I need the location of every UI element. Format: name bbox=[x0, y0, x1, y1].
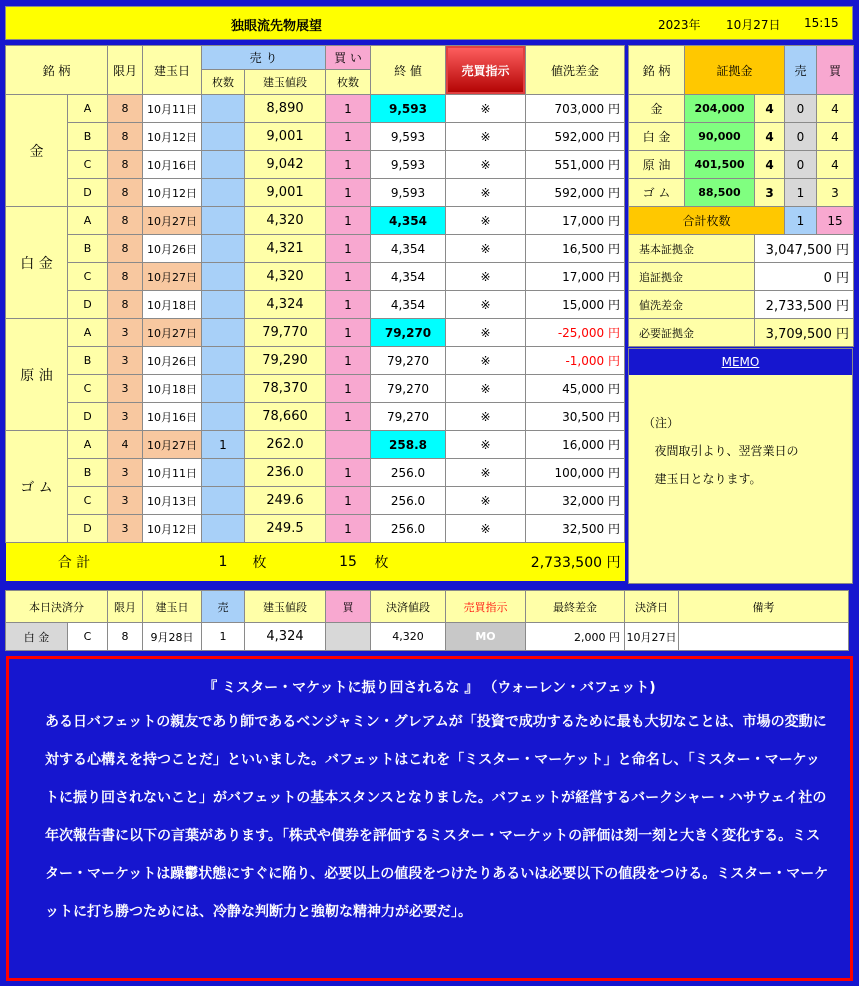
summary-value: 3,709,500 円 bbox=[755, 319, 854, 347]
row-diff bbox=[526, 151, 625, 179]
row-month: 8 bbox=[108, 95, 143, 123]
row-diff bbox=[526, 403, 625, 431]
col-header-month: 限月 bbox=[108, 46, 143, 95]
row-close: 9,593 bbox=[371, 179, 446, 207]
col-header-diff: 値洗差金 bbox=[526, 46, 625, 95]
settle-header-note: 備考 bbox=[679, 591, 849, 623]
row-buy-qty: 1 bbox=[326, 291, 371, 319]
row-diff-value: 45,000 bbox=[562, 382, 605, 396]
row-sell-qty bbox=[202, 151, 245, 179]
row-open-price: 4,320 bbox=[245, 207, 326, 235]
row-diff-unit: 円 bbox=[607, 438, 620, 452]
row-close: 9,593 bbox=[371, 151, 446, 179]
row-sell-qty bbox=[202, 179, 245, 207]
row-open-price: 9,001 bbox=[245, 123, 326, 151]
row-month: 8 bbox=[108, 263, 143, 291]
col-header-close: 終 値 bbox=[371, 46, 446, 95]
row-close: 79,270 bbox=[371, 375, 446, 403]
row-diff bbox=[526, 235, 625, 263]
settle-header-label: 本日決済分 bbox=[6, 591, 108, 623]
row-open-price: 9,042 bbox=[245, 151, 326, 179]
row-diff-value: 30,500 bbox=[562, 410, 605, 424]
settlement-table bbox=[5, 590, 849, 651]
quote-panel bbox=[6, 656, 853, 981]
summary-label: 必要証拠金 bbox=[629, 319, 755, 347]
row-open-date: 10月27日 bbox=[143, 431, 202, 459]
position-row bbox=[6, 487, 625, 515]
row-diff bbox=[526, 95, 625, 123]
position-row bbox=[6, 235, 625, 263]
row-sell-qty bbox=[202, 375, 245, 403]
row-buy-qty: 1 bbox=[326, 319, 371, 347]
settle-final: 2,000 円 bbox=[526, 623, 625, 651]
row-open-price: 236.0 bbox=[245, 459, 326, 487]
row-id: B bbox=[68, 459, 108, 487]
row-month: 3 bbox=[108, 487, 143, 515]
margin-name: 金 bbox=[629, 95, 685, 123]
row-diff bbox=[526, 263, 625, 291]
row-sell-qty bbox=[202, 403, 245, 431]
row-close: 256.0 bbox=[371, 487, 446, 515]
row-diff bbox=[526, 291, 625, 319]
row-sell-qty bbox=[202, 95, 245, 123]
margin-value: 401,500 bbox=[685, 151, 755, 179]
row-close: 4,354 bbox=[371, 207, 446, 235]
margin-header-issue: 銘 柄 bbox=[629, 46, 685, 95]
row-month: 3 bbox=[108, 375, 143, 403]
row-id: D bbox=[68, 291, 108, 319]
header-date: 10月27日 bbox=[726, 18, 781, 32]
row-sell-qty bbox=[202, 487, 245, 515]
row-id: C bbox=[68, 263, 108, 291]
row-open-date: 10月26日 bbox=[143, 347, 202, 375]
row-open-date: 10月11日 bbox=[143, 95, 202, 123]
margin-sell: 0 bbox=[785, 151, 817, 179]
settle-header-sell: 売 bbox=[202, 591, 245, 623]
row-id: D bbox=[68, 179, 108, 207]
row-id: B bbox=[68, 123, 108, 151]
margin-header-margin: 証拠金 bbox=[685, 46, 785, 95]
settle-name: 白 金 bbox=[6, 623, 68, 651]
row-month: 8 bbox=[108, 291, 143, 319]
margin-count: 4 bbox=[755, 123, 785, 151]
row-diff-unit: 円 bbox=[607, 354, 620, 368]
summary-value: 2,733,500 円 bbox=[755, 291, 854, 319]
row-close: 4,354 bbox=[371, 263, 446, 291]
settle-header-final: 最終差金 bbox=[526, 591, 625, 623]
row-diff-value: 592,000 bbox=[554, 130, 605, 144]
col-header-sell: 売 り bbox=[202, 46, 326, 70]
margin-total-sell: 1 bbox=[785, 207, 817, 235]
position-row bbox=[6, 515, 625, 543]
row-month: 8 bbox=[108, 179, 143, 207]
group-label: 白 金 bbox=[6, 207, 68, 319]
row-buy-qty: 1 bbox=[326, 375, 371, 403]
position-row bbox=[6, 375, 625, 403]
page-title: 独眼流先物展望 bbox=[231, 19, 323, 34]
summary-value: 0 円 bbox=[755, 263, 854, 291]
row-diff-unit: 円 bbox=[607, 102, 620, 116]
row-signal: ※ bbox=[446, 235, 526, 263]
signal-header-button[interactable]: 売買指示 bbox=[446, 46, 526, 95]
row-diff bbox=[526, 459, 625, 487]
row-id: D bbox=[68, 515, 108, 543]
header-time: 15:15 bbox=[804, 16, 839, 30]
row-buy-qty: 1 bbox=[326, 95, 371, 123]
row-open-price: 4,321 bbox=[245, 235, 326, 263]
row-signal: ※ bbox=[446, 403, 526, 431]
row-id: A bbox=[68, 95, 108, 123]
total-diff: 2,733,500 円 bbox=[526, 543, 625, 581]
row-close: 9,593 bbox=[371, 95, 446, 123]
memo-link[interactable]: MEMO bbox=[721, 355, 760, 369]
summary-label: 基本証拠金 bbox=[629, 235, 755, 263]
row-open-date: 10月13日 bbox=[143, 487, 202, 515]
row-open-price: 78,660 bbox=[245, 403, 326, 431]
margin-buy: 4 bbox=[817, 151, 854, 179]
row-month: 4 bbox=[108, 431, 143, 459]
margin-row bbox=[629, 151, 854, 179]
margin-total-buy: 15 bbox=[817, 207, 854, 235]
position-row bbox=[6, 179, 625, 207]
settle-sell: 1 bbox=[202, 623, 245, 651]
row-diff-unit: 円 bbox=[607, 466, 620, 480]
row-sell-qty bbox=[202, 263, 245, 291]
row-sell-qty bbox=[202, 207, 245, 235]
margin-header-buy: 買 bbox=[817, 46, 854, 95]
settle-header-settle-price: 決済値段 bbox=[371, 591, 446, 623]
row-open-date: 10月18日 bbox=[143, 291, 202, 319]
row-id: A bbox=[68, 431, 108, 459]
margin-row bbox=[629, 179, 854, 207]
row-month: 3 bbox=[108, 347, 143, 375]
row-open-price: 79,770 bbox=[245, 319, 326, 347]
row-open-date: 10月12日 bbox=[143, 515, 202, 543]
col-header-issue: 銘 柄 bbox=[6, 46, 108, 95]
row-open-price: 8,890 bbox=[245, 95, 326, 123]
row-open-price: 78,370 bbox=[245, 375, 326, 403]
row-id: D bbox=[68, 403, 108, 431]
row-signal: ※ bbox=[446, 151, 526, 179]
row-diff-unit: 円 bbox=[607, 410, 620, 424]
row-diff-value: -1,000 bbox=[565, 354, 605, 368]
row-open-date: 10月27日 bbox=[143, 207, 202, 235]
quote-title: 『 ミスター・マケットに振り回されるな 』 （ウォーレン・バフェット) bbox=[203, 680, 656, 696]
row-signal: ※ bbox=[446, 123, 526, 151]
row-diff-unit: 円 bbox=[607, 298, 620, 312]
total-sell-unit: 枚 bbox=[245, 543, 326, 581]
row-diff-value: 592,000 bbox=[554, 186, 605, 200]
margin-buy: 4 bbox=[817, 95, 854, 123]
row-close: 258.8 bbox=[371, 431, 446, 459]
row-signal: ※ bbox=[446, 263, 526, 291]
row-signal: ※ bbox=[446, 347, 526, 375]
row-diff-value: 100,000 bbox=[554, 466, 605, 480]
row-diff-value: 32,000 bbox=[562, 494, 605, 508]
margin-buy: 3 bbox=[817, 179, 854, 207]
row-open-date: 10月27日 bbox=[143, 263, 202, 291]
row-diff bbox=[526, 487, 625, 515]
position-row bbox=[6, 319, 625, 347]
row-buy-qty: 1 bbox=[326, 515, 371, 543]
position-row bbox=[6, 403, 625, 431]
margin-value: 204,000 bbox=[685, 95, 755, 123]
col-header-buy-qty: 枚数 bbox=[326, 70, 371, 95]
settle-open-date: 9月28日 bbox=[143, 623, 202, 651]
settle-settle-price: 4,320 bbox=[371, 623, 446, 651]
margin-value: 90,000 bbox=[685, 123, 755, 151]
row-buy-qty: 1 bbox=[326, 151, 371, 179]
row-month: 3 bbox=[108, 319, 143, 347]
row-close: 79,270 bbox=[371, 403, 446, 431]
row-diff-value: 16,500 bbox=[562, 242, 605, 256]
row-signal: ※ bbox=[446, 375, 526, 403]
position-row bbox=[6, 207, 625, 235]
row-diff bbox=[526, 207, 625, 235]
row-close: 256.0 bbox=[371, 515, 446, 543]
group-label: ゴ ム bbox=[6, 431, 68, 543]
row-id: B bbox=[68, 347, 108, 375]
row-diff-unit: 円 bbox=[607, 242, 620, 256]
memo-text: （注） 夜間取引より、翌営業日の 建玉日となります。 bbox=[643, 416, 799, 486]
position-row bbox=[6, 347, 625, 375]
row-month: 8 bbox=[108, 151, 143, 179]
row-diff-unit: 円 bbox=[607, 158, 620, 172]
settle-header-buy: 買 bbox=[326, 591, 371, 623]
row-diff-value: 32,500 bbox=[562, 522, 605, 536]
margin-count: 3 bbox=[755, 179, 785, 207]
row-diff-value: 703,000 bbox=[554, 102, 605, 116]
row-month: 3 bbox=[108, 515, 143, 543]
col-header-buy: 買 い bbox=[326, 46, 371, 70]
row-diff-value: 17,000 bbox=[562, 214, 605, 228]
position-row bbox=[6, 459, 625, 487]
row-diff bbox=[526, 431, 625, 459]
row-month: 8 bbox=[108, 207, 143, 235]
margin-name: ゴ ム bbox=[629, 179, 685, 207]
row-buy-qty bbox=[326, 431, 371, 459]
row-open-price: 249.5 bbox=[245, 515, 326, 543]
row-close: 79,270 bbox=[371, 319, 446, 347]
row-open-price: 9,001 bbox=[245, 179, 326, 207]
total-spacer-2 bbox=[446, 543, 526, 581]
row-signal: ※ bbox=[446, 179, 526, 207]
header-year: 2023年 bbox=[658, 18, 701, 32]
settle-month: 8 bbox=[108, 623, 143, 651]
row-signal: ※ bbox=[446, 291, 526, 319]
total-spacer bbox=[143, 543, 202, 581]
settle-header-open-date: 建玉日 bbox=[143, 591, 202, 623]
row-sell-qty: 1 bbox=[202, 431, 245, 459]
row-sell-qty bbox=[202, 515, 245, 543]
settle-header-month: 限月 bbox=[108, 591, 143, 623]
row-diff bbox=[526, 319, 625, 347]
row-diff-unit: 円 bbox=[607, 214, 620, 228]
row-close: 9,593 bbox=[371, 123, 446, 151]
row-diff bbox=[526, 179, 625, 207]
row-sell-qty bbox=[202, 347, 245, 375]
row-open-date: 10月12日 bbox=[143, 123, 202, 151]
row-diff-value: 16,000 bbox=[562, 438, 605, 452]
total-sell-qty: 1 bbox=[202, 543, 245, 581]
row-sell-qty bbox=[202, 291, 245, 319]
row-id: A bbox=[68, 319, 108, 347]
row-close: 4,354 bbox=[371, 291, 446, 319]
group-label: 原 油 bbox=[6, 319, 68, 431]
margin-name: 白 金 bbox=[629, 123, 685, 151]
summary-row bbox=[629, 263, 854, 291]
summary-label: 値洗差金 bbox=[629, 291, 755, 319]
position-row bbox=[6, 431, 625, 459]
margin-sell: 0 bbox=[785, 123, 817, 151]
row-signal: ※ bbox=[446, 487, 526, 515]
margin-sell: 0 bbox=[785, 95, 817, 123]
settle-id: C bbox=[68, 623, 108, 651]
row-diff-unit: 円 bbox=[607, 522, 620, 536]
row-sell-qty bbox=[202, 319, 245, 347]
row-diff-unit: 円 bbox=[607, 326, 620, 340]
row-signal: ※ bbox=[446, 207, 526, 235]
col-header-sell-qty: 枚数 bbox=[202, 70, 245, 95]
settle-open-price: 4,324 bbox=[245, 623, 326, 651]
row-close: 79,270 bbox=[371, 347, 446, 375]
total-label: 合 計 bbox=[6, 543, 143, 581]
row-diff bbox=[526, 347, 625, 375]
row-month: 3 bbox=[108, 459, 143, 487]
summary-row bbox=[629, 319, 854, 347]
row-buy-qty: 1 bbox=[326, 123, 371, 151]
row-sell-qty bbox=[202, 123, 245, 151]
margin-total-label: 合計枚数 bbox=[629, 207, 785, 235]
row-month: 8 bbox=[108, 123, 143, 151]
position-row bbox=[6, 123, 625, 151]
margin-buy: 4 bbox=[817, 123, 854, 151]
row-sell-qty bbox=[202, 235, 245, 263]
row-diff bbox=[526, 375, 625, 403]
row-sell-qty bbox=[202, 459, 245, 487]
row-open-date: 10月12日 bbox=[143, 179, 202, 207]
row-diff bbox=[526, 123, 625, 151]
row-open-price: 262.0 bbox=[245, 431, 326, 459]
positions-table bbox=[5, 45, 625, 581]
margin-count: 4 bbox=[755, 95, 785, 123]
row-diff-value: 15,000 bbox=[562, 298, 605, 312]
position-row bbox=[6, 151, 625, 179]
row-close: 4,354 bbox=[371, 235, 446, 263]
col-header-open-price: 建玉値段 bbox=[245, 70, 326, 95]
row-signal: ※ bbox=[446, 431, 526, 459]
margin-value: 88,500 bbox=[685, 179, 755, 207]
margin-row bbox=[629, 123, 854, 151]
margin-sell: 1 bbox=[785, 179, 817, 207]
row-diff-unit: 円 bbox=[607, 130, 620, 144]
row-open-price: 79,290 bbox=[245, 347, 326, 375]
row-month: 3 bbox=[108, 403, 143, 431]
settle-buy bbox=[326, 623, 371, 651]
settle-header-open-price: 建玉値段 bbox=[245, 591, 326, 623]
row-diff-unit: 円 bbox=[607, 270, 620, 284]
row-open-price: 249.6 bbox=[245, 487, 326, 515]
row-open-date: 10月18日 bbox=[143, 375, 202, 403]
summary-row bbox=[629, 291, 854, 319]
row-id: A bbox=[68, 207, 108, 235]
row-buy-qty: 1 bbox=[326, 207, 371, 235]
memo-panel bbox=[628, 348, 853, 584]
row-diff-unit: 円 bbox=[607, 186, 620, 200]
row-open-date: 10月16日 bbox=[143, 151, 202, 179]
row-signal: ※ bbox=[446, 515, 526, 543]
margin-count: 4 bbox=[755, 151, 785, 179]
row-open-price: 4,320 bbox=[245, 263, 326, 291]
row-signal: ※ bbox=[446, 319, 526, 347]
settle-header-signal: 売買指示 bbox=[446, 591, 526, 623]
summary-value: 3,047,500 円 bbox=[755, 235, 854, 263]
row-diff-value: 551,000 bbox=[554, 158, 605, 172]
settle-date: 10月27日 bbox=[625, 623, 679, 651]
row-open-date: 10月26日 bbox=[143, 235, 202, 263]
row-id: C bbox=[68, 375, 108, 403]
row-month: 8 bbox=[108, 235, 143, 263]
group-label: 金 bbox=[6, 95, 68, 207]
row-buy-qty: 1 bbox=[326, 179, 371, 207]
margin-name: 原 油 bbox=[629, 151, 685, 179]
total-buy-unit: 枚 bbox=[371, 543, 446, 581]
row-open-date: 10月27日 bbox=[143, 319, 202, 347]
position-row bbox=[6, 291, 625, 319]
row-buy-qty: 1 bbox=[326, 347, 371, 375]
position-row bbox=[6, 95, 625, 123]
row-buy-qty: 1 bbox=[326, 459, 371, 487]
margin-table bbox=[628, 45, 854, 347]
settle-note bbox=[679, 623, 849, 651]
header-bar bbox=[5, 6, 853, 40]
row-buy-qty: 1 bbox=[326, 235, 371, 263]
quote-body: ある日バフェットの親友であり師であるベンジャミン・グレアムが「投資で成功するために最も大切なことは、市場の変動に対する心構えを持つことだ」といいました。バフェットはこれを「ミスター・マーケット」と命名し、「ミスター・マーケットに振り回されないこと」がバフェットの基本スタンスとなりました。バフェットが経営するバークシャー・ハサウェイ社の年次報告書に以下の言葉があります。「株式や債券を評価するミスター・マーケットの評価は刻一刻と大きく変化する。ミスター・マーケットは躁鬱状態にすぐに陥り、必要以上の値段をつけたりあるいは必要以下の値段をつける。ミスター・マーケットに打ち勝つためには、冷静な判断力と強靭な精神力が必要だ」。 bbox=[45, 714, 829, 920]
position-row bbox=[6, 263, 625, 291]
row-signal: ※ bbox=[446, 459, 526, 487]
row-diff-value: 17,000 bbox=[562, 270, 605, 284]
row-diff bbox=[526, 515, 625, 543]
row-diff-unit: 円 bbox=[607, 494, 620, 508]
row-id: C bbox=[68, 151, 108, 179]
row-buy-qty: 1 bbox=[326, 487, 371, 515]
row-diff-unit: 円 bbox=[607, 382, 620, 396]
row-diff-value: -25,000 bbox=[557, 326, 605, 340]
row-id: C bbox=[68, 487, 108, 515]
summary-label: 追証拠金 bbox=[629, 263, 755, 291]
row-open-date: 10月16日 bbox=[143, 403, 202, 431]
settle-header-settle-date: 決済日 bbox=[625, 591, 679, 623]
row-buy-qty: 1 bbox=[326, 403, 371, 431]
settle-signal-button[interactable]: MO bbox=[446, 623, 526, 651]
row-signal: ※ bbox=[446, 95, 526, 123]
row-open-price: 4,324 bbox=[245, 291, 326, 319]
col-header-open-date: 建玉日 bbox=[143, 46, 202, 95]
margin-row bbox=[629, 95, 854, 123]
row-open-date: 10月11日 bbox=[143, 459, 202, 487]
margin-header-sell: 売 bbox=[785, 46, 817, 95]
summary-row bbox=[629, 235, 854, 263]
row-id: B bbox=[68, 235, 108, 263]
row-close: 256.0 bbox=[371, 459, 446, 487]
total-buy-qty: 15 bbox=[326, 543, 371, 581]
row-buy-qty: 1 bbox=[326, 263, 371, 291]
